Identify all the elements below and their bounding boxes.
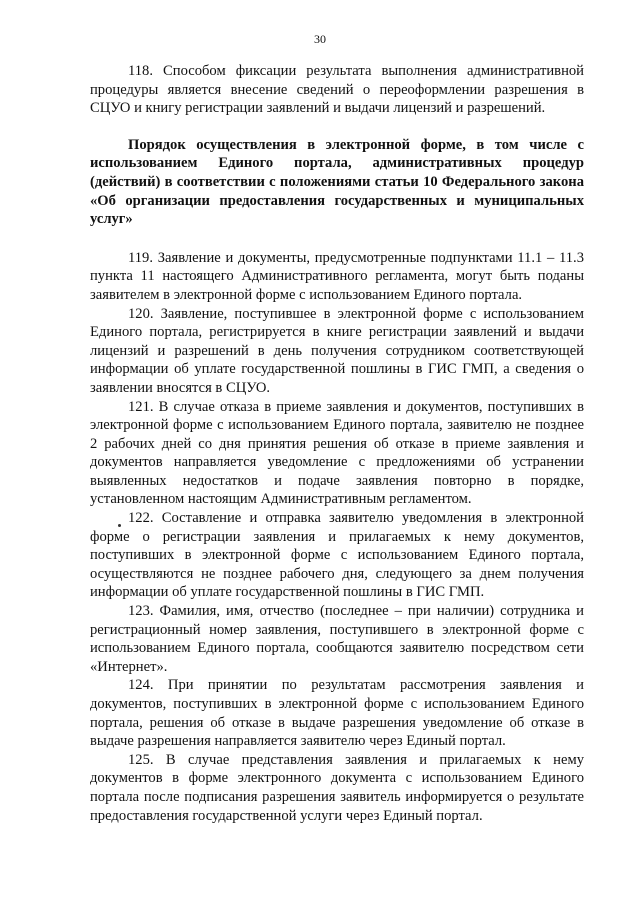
- paragraph-120: 120. Заявление, поступившее в электронной форме с использованием Единого портала, регистрируется в книге регистрации заявлений и выдачи лицензий и разрешений в день получения сотрудником соответствующей информации об уплате государственной пошлины в ГИС ГМП, а сведения о заявлении вносятся в СЦУО.: [90, 305, 584, 396]
- paragraph-121: 121. В случае отказа в приеме заявления и документов, поступивших в электронной форме с использованием Единого портала, заявителю не позднее 2 рабочих дней со дня принятия решения об отказе в приеме заявления и документов направляется уведомление с предложениями об устранении выявленных недостатков и подаче заявления повторно в порядке, установленном настоящим Административным регламентом.: [90, 398, 584, 508]
- scan-speck: [118, 524, 121, 527]
- page-number: 30: [314, 32, 326, 46]
- paragraph-118: 118. Способом фиксации результата выполнения административной процедуры является внесение сведений о переоформлении разрешения в СЦУО и книгу регистрации заявлений и выдачи лицензий и разрешений.: [90, 63, 584, 117]
- document-body: [90, 62, 584, 825]
- paragraph-124: 124. При принятии по результатам рассмотрения заявления и документов, поступивших в электронной форме с использованием Единого портала, решения об отказе в выдаче разрешения уведомление об отказе в выдаче разрешения направляется заявителю через Единый портал.: [90, 677, 584, 750]
- paragraph-119: 119. Заявление и документы, предусмотренные подпунктами 11.1 – 11.3 пункта 11 настоящего Административного регламента, могут быть поданы заявителем в электронной форме с использованием Единого портала.: [90, 249, 584, 303]
- paragraph-122: 122. Составление и отправка заявителю уведомления в электронной форме о регистрации заявления и прилагаемых к нему документов, поступивших в электронной форме с использованием Единого портала, осуществляются не позднее рабочего дня, следующего за днем получения информации об уплате государственной пошлины в ГИС ГМП.: [90, 510, 584, 601]
- paragraph-123: 123. Фамилия, имя, отчество (последнее – при наличии) сотрудника и регистрационный номер заявления, поступившего в электронной форме с использованием Единого портала, сообщаются заявителю посредством сети «Интернет».: [90, 603, 584, 675]
- paragraph-125: 125. В случае представления заявления и прилагаемых к нему документов в форме электронного документа с использованием Единого портала после подписания разрешения заявитель информируется о результате предоставления государственной услуги через Единый портал.: [90, 751, 584, 824]
- section-heading: Порядок осуществления в электронной форме, в том числе с использованием Единого портала, административных процедур (действий) в соответствии с положениями статьи 10 Федерального закона «Об организации предоставления государственных и муниципальных услуг»: [90, 136, 584, 228]
